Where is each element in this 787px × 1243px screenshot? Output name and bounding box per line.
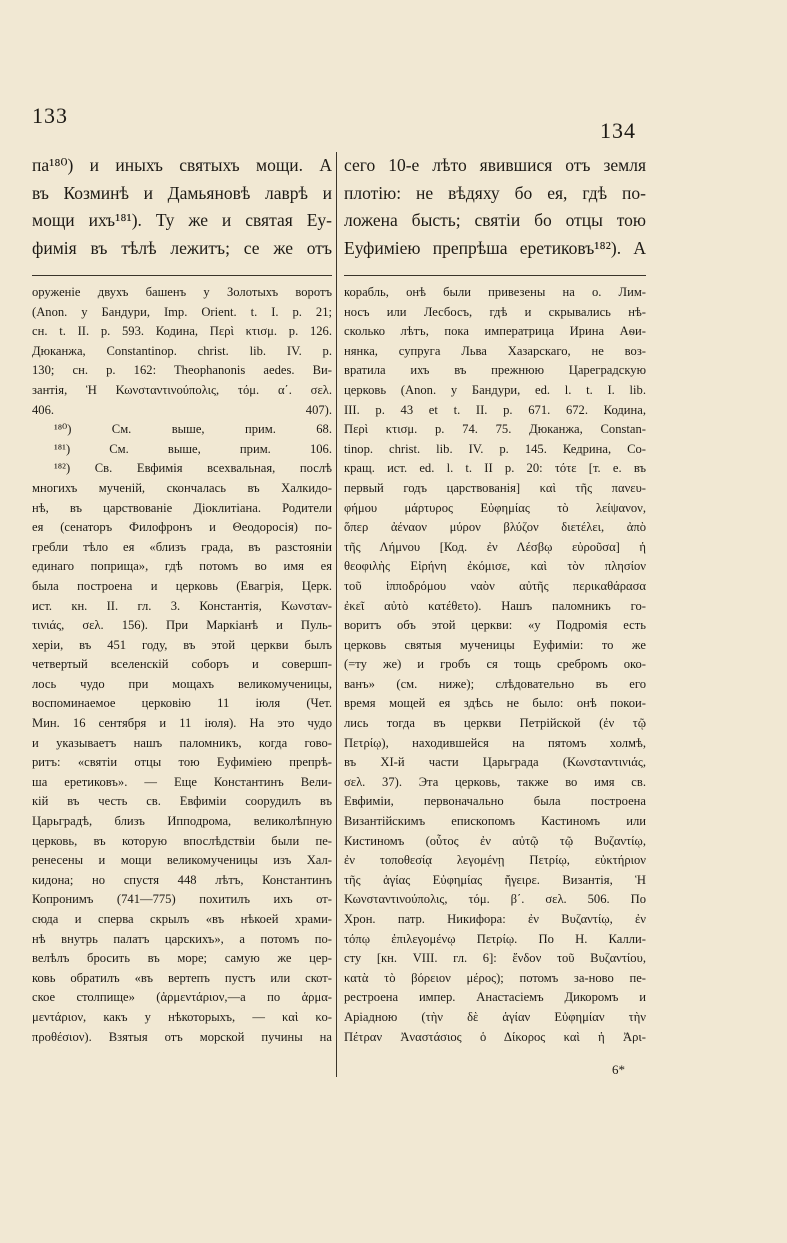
footnote-line: была построена и церковь (Евагрія, Церк. [32,578,332,593]
footnote-line: 406. 407). [32,402,332,417]
footnote-line: τινιάς, σελ. 156). При Маркіанѣ и Пуль- [32,618,332,633]
footnote-line: воритъ объ этой церкви: «у Подромія есть [344,618,646,633]
footnote-line: τόπῳ ἐπιλεγομένῳ Πετρίῳ. По Н. Калли- [344,931,646,946]
footnote-line: лись тогда въ церкви Петрійской (ἐν τῷ [344,716,646,731]
footnote-line: нѣ внутрь палатъ царскихъ», а потомъ по- [32,931,332,946]
right-footnotes [344,283,646,1047]
left-main-text [32,152,332,262]
page-number-right: 134 [600,118,636,143]
footnote-line: Мин. 16 сентября и 11 іюля). На это чудо [32,716,332,731]
footnote-line: церковь (Anon. у Бандури, ed. l. t. I. lib. [344,382,646,397]
footnote-line: ритъ: «святіи отцы тою Еуфиміею препрѣ- [32,755,332,770]
footnote-line: ванъ» (см. ниже); слѣдовательно въ его [344,676,646,691]
footnote-line: и указываетъ нашъ паломникъ, когда гово- [32,735,332,750]
footnote-line: ша еретиковъ». — Еще Константинъ Вели- [32,774,332,789]
footnote-line: μεντάριον, какъ у нѣкоторыхъ, — καὶ κο- [32,1009,332,1024]
footnote-line: ское столпище» (ἀρμεντάριον,—а по ἁρμα- [32,990,332,1005]
footnote-line: Кистиномъ (οὗτος ἐν αὐτῷ τῷ Βυζαντίῳ, [344,833,646,848]
footnote-line: гребли тѣло ея «близъ града, въ разстояніи [32,539,332,554]
footnote-line: ренесены и мощи великомученицы изъ Хал- [32,853,332,868]
footnote-line: зантія, Ἡ Κωνσταντινούπολις, τόμ. α΄. σελ. [32,382,332,397]
footnote-line: ¹⁸⁰) См. выше, прим. 68. [54,422,332,437]
main-text-line: плотію: не вѣдяху бо ея, гдѣ по- [344,182,646,203]
footnote-line: ея (сенаторъ Филофронъ и Θеодоросія) по- [32,520,332,535]
footnote-line: φήμου μάρτυρος Εὐφημίας τὸ λείψανον, [344,500,646,515]
right-column [344,152,646,1047]
footnote-line: ковь обратилъ «въ вертепъ пустъ или скот- [32,970,332,985]
footnote-line: ¹⁸²) Св. Евфимія всехвальная, послѣ [54,461,332,476]
footnote-line: первый годъ царствованія] καὶ τῆς πανευ- [344,480,646,495]
footnote-line: церковь святыя мученицы Еуфиміи: то же [344,637,646,652]
footnote-line: Аріадною (τὴν δὲ ἁγίαν Εὐφημίαν τὴν [344,1009,646,1024]
footnote-line: корабль, онѣ были привезены на о. Лим- [344,285,646,299]
footnote-line: Περὶ κτισμ. p. 74. 75. Дюканжа, Constan- [344,422,646,437]
footnote-line: (=ту же) и гробъ ся тощь сребромъ око- [344,657,646,672]
footnote-line: ἐν τοποθεσίᾳ λεγομένῃ Πετρίῳ, εὐκτήριον [344,853,646,868]
footnote-line: Κωνσταντινούπολις, τόμ. β΄. σελ. 506. По [344,892,646,907]
footnote-line: ист. кн. II. гл. 3. Константія, Κωνσταν- [32,598,332,613]
footnote-line: τοῦ ἱπποδρόμου ναὸν αὐτῆς περικαθάρασα [344,578,646,593]
footnote-line: Хрон. патр. Никифора: ἐν Βυζαντίῳ, ἐν [344,912,646,926]
footnote-line: носъ или Лесбосъ, гдѣ и скрывались нѣ- [344,304,646,319]
footnote-line: лось чудо при мощахъ великомученицы, [32,676,332,691]
footnote-line: θεοφιλὴς Εἰρήνη ἐκόμισε, καὶ τὸν πλησίον [344,559,646,574]
footnote-line: воспоминаемое церковію 11 іюля (Чет. [32,696,332,711]
footnote-line: рестроена импер. Анастасіемъ Дикоромъ и [344,990,646,1005]
footnote-line: четвертый вселенскій соборъ и совершп- [32,657,332,672]
footnote-line: κατὰ τὸ βόρειον μέρος); потомъ за-ново пе- [344,970,646,985]
footnote-line: ¹⁸¹) См. выше, прим. 106. [54,441,332,456]
footnote-line: многихъ мученій, скончалась въ Халкидо- [32,480,332,495]
main-text-line: фимія въ тѣлѣ лежитъ; се же отъ [32,237,332,258]
footnote-rule-left [32,275,332,276]
footnote-line: (Anon. у Бандури, Imp. Orient. t. I. p. 21; [32,304,332,319]
footnote-line: велѣлъ бросить въ море; самую же цер- [32,951,332,966]
footnote-rule-right [344,275,646,276]
footnote-line: въ XI-й части Царьграда (Κωνσταντινιάς, [344,755,646,770]
footnote-line: Царьградѣ, близъ Ипподрома, великолѣпную [32,814,332,829]
column-divider [336,152,337,1077]
right-main-text [344,152,646,262]
footnote-line: προθέσιον). Взятыя отъ морской пучины на [32,1029,332,1044]
footnote-line: сколько лѣтъ, пока императрица Ирина Аѳи- [344,324,646,339]
footnote-line: оруженіе двухъ башенъ у Золотыхъ воротъ [32,285,332,299]
main-text-line: сего 10-е лѣто явившися отъ земля [344,155,646,175]
footnote-line: кидона; но спустя 448 лѣтъ, Константинъ [32,872,332,887]
main-text-line: въ Козминѣ и Дамьяновѣ лаврѣ и [32,182,332,203]
footnote-line: время мощей ея здѣсь не было: онѣ покои- [344,696,646,711]
footnote-line: Византійскимъ епископомъ Кастиномъ или [344,814,646,829]
footnote-line: кращ. ист. ed. l. t. II p. 20: τότε [т. е. въ [344,461,646,476]
footnote-line: tinop. christ. lib. IV. p. 145. Кедрина, Со- [344,441,646,456]
footnote-line: сюда и сперва скрылъ «въ нѣкоей храми- [32,912,332,926]
footnote-line: Πέτραν Ἀναστάσιος ὁ Δίκορος καὶ ἡ Ἀρι- [344,1029,646,1044]
footnote-line: сту [кн. VIII. гл. 6]: ἔνδον τοῦ Βυζαντίου, [344,951,646,966]
left-column [32,152,332,1047]
main-text-line: мощи ихъ¹⁸¹). Ту же и святая Еу- [32,210,332,230]
footnote-line: Евфиміи, первоначально была построена [344,794,646,809]
main-text-line: па¹⁸⁰) и иныхъ святыхъ мощи. А [32,155,332,175]
footnote-line: τῆς ἁγίας Εὐφημίας ἤγειρε. Византія, Ἡ [344,872,646,887]
footnote-line: кій въ честь св. Евфиміи соорудилъ въ [32,794,332,809]
footnote-line: Дюканжа, Constantinop. christ. lib. IV. p. [32,343,332,358]
page-number-left: 133 [32,103,68,128]
footnote-line: церковь, въ которую впослѣдствіи были пе- [32,833,332,848]
footnote-line: ἐκεῖ αὐτὸ κατέθετο). Нашъ паломникъ го- [344,598,646,613]
footnote-line: нѣ, въ царствованіе Діоклитіана. Родители [32,500,332,515]
footnote-line: единаго поприща», гдѣ потомъ во имя ея [32,559,332,574]
footnote-line: Πετρίῳ), находившейся на пятомъ холмѣ, [344,735,646,750]
main-text-line: Еуфиміею препрѣша еретиковъ¹⁸²). А [344,237,646,258]
footnote-line: 130; сн. p. 162: Theophanonis aedes. Ви- [32,363,332,378]
footnote-line: III. p. 43 et t. II. p. 671. 672. Кодина, [344,402,646,417]
main-text-line: ложена бысть; святіи бо отцы тою [344,210,646,230]
footnote-line: σελ. 37). Эта церковь, также во имя св. [344,774,646,789]
footnote-line: херіи, въ 451 году, въ этой церкви былъ [32,637,332,652]
signature-mark: 6* [612,1062,625,1077]
footnote-line: сн. t. II. p. 593. Кодина, Περὶ κτισμ. p. 126. [32,324,332,339]
footnote-line: τῆς Λήμνου [Код. ἐν Λέσβῳ εὑροῦσα] ἡ [344,539,646,554]
left-footnotes [32,283,332,1047]
footnote-line: нянка, супруга Льва Хазарскаго, не воз- [344,343,646,358]
footnote-line: вратила ихъ въ прежнюю Цареградскую [344,363,646,378]
footnote-line: Копронимъ (741—775) похитилъ ихъ от- [32,892,332,907]
footnote-line: ὅπερ ἀέναον μύρον βλύζον διετέλει, ἀπὸ [344,520,646,535]
